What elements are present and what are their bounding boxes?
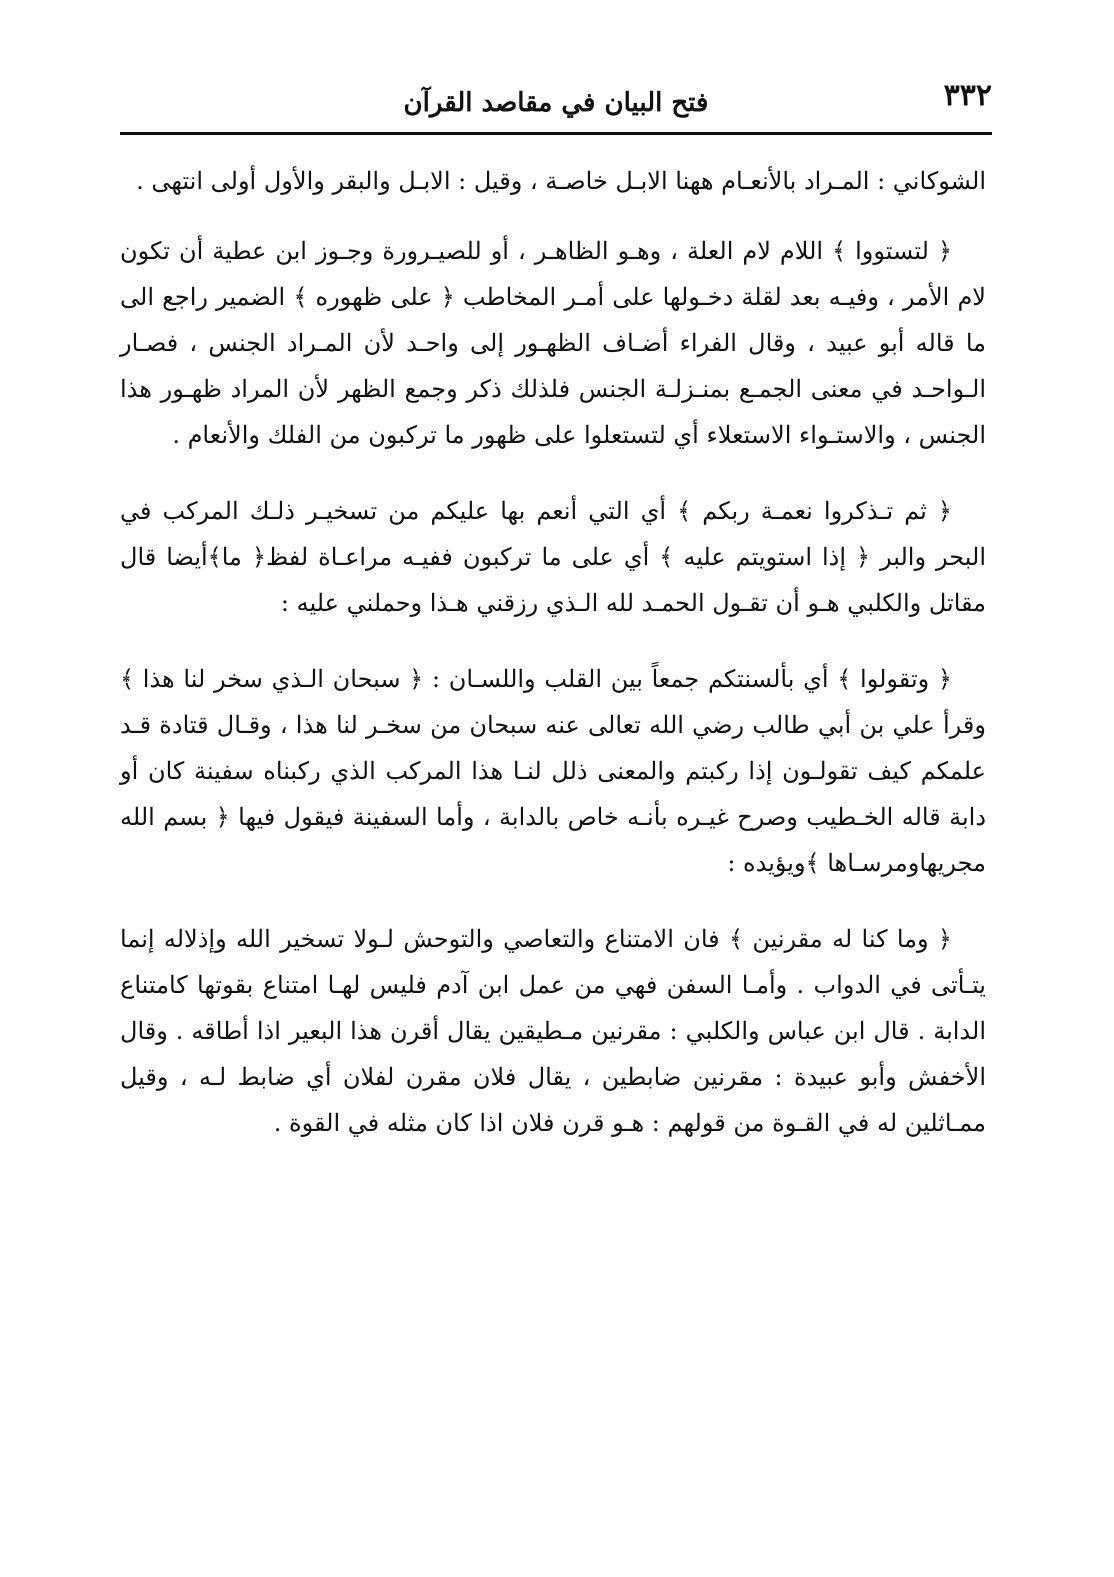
page-body [120,158,986,1146]
running-title: فتح البيان في مقاصد القرآن [403,88,709,118]
header-divider [120,132,992,135]
paragraph-2: ﴿ لتستووا ﴾ اللام لام العلة ، وهـو الظاهـر ، أو للصيـرورة وجـوز ابن عطية أن تكون لام الأمر ، وفيـه بعد لقلة دخـولها على أمـر المخاطب ﴿ على ظهوره ﴾ الضمير راجع الى ما قاله أبو عبيد ، وقال الفراء أضـاف الظهـور إلى واحـد لأن المـراد الجنس ، فصـار الـواحـد في معنى الجمـع بمنـزلـة الجنس فلذلك ذكر وجمع الظهر لأن المراد ظهـور هذا الجنس ، والاستـواء الاستعلاء أي لتستعلوا على ظهور ما تركبون من الفلك والأنعام . [120,237,987,449]
paragraph-5: ﴿ وما كنا له مقرنين ﴾ فان الامتناع والتعاصي والتوحش لـولا تسخير الله وإذلاله إنما يتـأتى في الدواب . وأمـا السفن فهي من عمل ابن آدم فليس لهـا امتناع بقوتها كامتناع الدابة . قال ابن عباس والكلبي : مقرنين مـطيقين يقال أقرن هذا البعير اذا أطاقه . وقال الأخفش وأبو عبيدة : مقرنين ضابطين ، يقال فلان مقرن لفلان أي ضابط لـه ، وقيل ممـاثلين له في القـوة من قولهم : هـو قرن فلان اذا كان مثله في القوة . [120,925,986,1137]
page-number: ٣٣٢ [943,78,992,113]
paragraph-4: ﴿ وتقولوا ﴾ أي بألسنتكم جمعاً بين القلب واللسـان : ﴿ سبحان الـذي سخر لنا هذا ﴾ وقرأ علي بن أبي طالب رضي الله تعالى عنه سبحان من سخـر لنا هذا ، وقـال قتادة قـد علمكم كيف تقولـون إذا ركبتم والمعنى ذلل لنـا هذا المركب الذي ركبناه سفينة كان أو دابة قاله الخـطيب وصرح غيـره بأنـه خاص بالدابة ، وأما السفينة فيقول فيها ﴿ بسم الله مجريهاومرسـاها ﴾ويؤيده : [120,665,986,877]
paragraph-1: الشوكاني : المـراد بالأنعـام ههنا الابـل خاصـة ، وقيل : الابـل والبقر والأول أولى انتهى . [136,167,986,195]
paragraph-3: ﴿ ثم تـذكروا نعمـة ربكم ﴾ أي التي أنعم بها عليكم من تسخيـر ذلـك المركب في البحر والبر ﴿ إذا استويتم عليه ﴾ أي على ما تركبون ففيـه مراعـاة لفظ﴿ ما﴾أيضا قال مقاتل والكلبي هـو أن تقـول الحمـد لله الـذي رزقني هـذا وحملني عليه : [120,497,986,617]
page-header [120,78,992,134]
